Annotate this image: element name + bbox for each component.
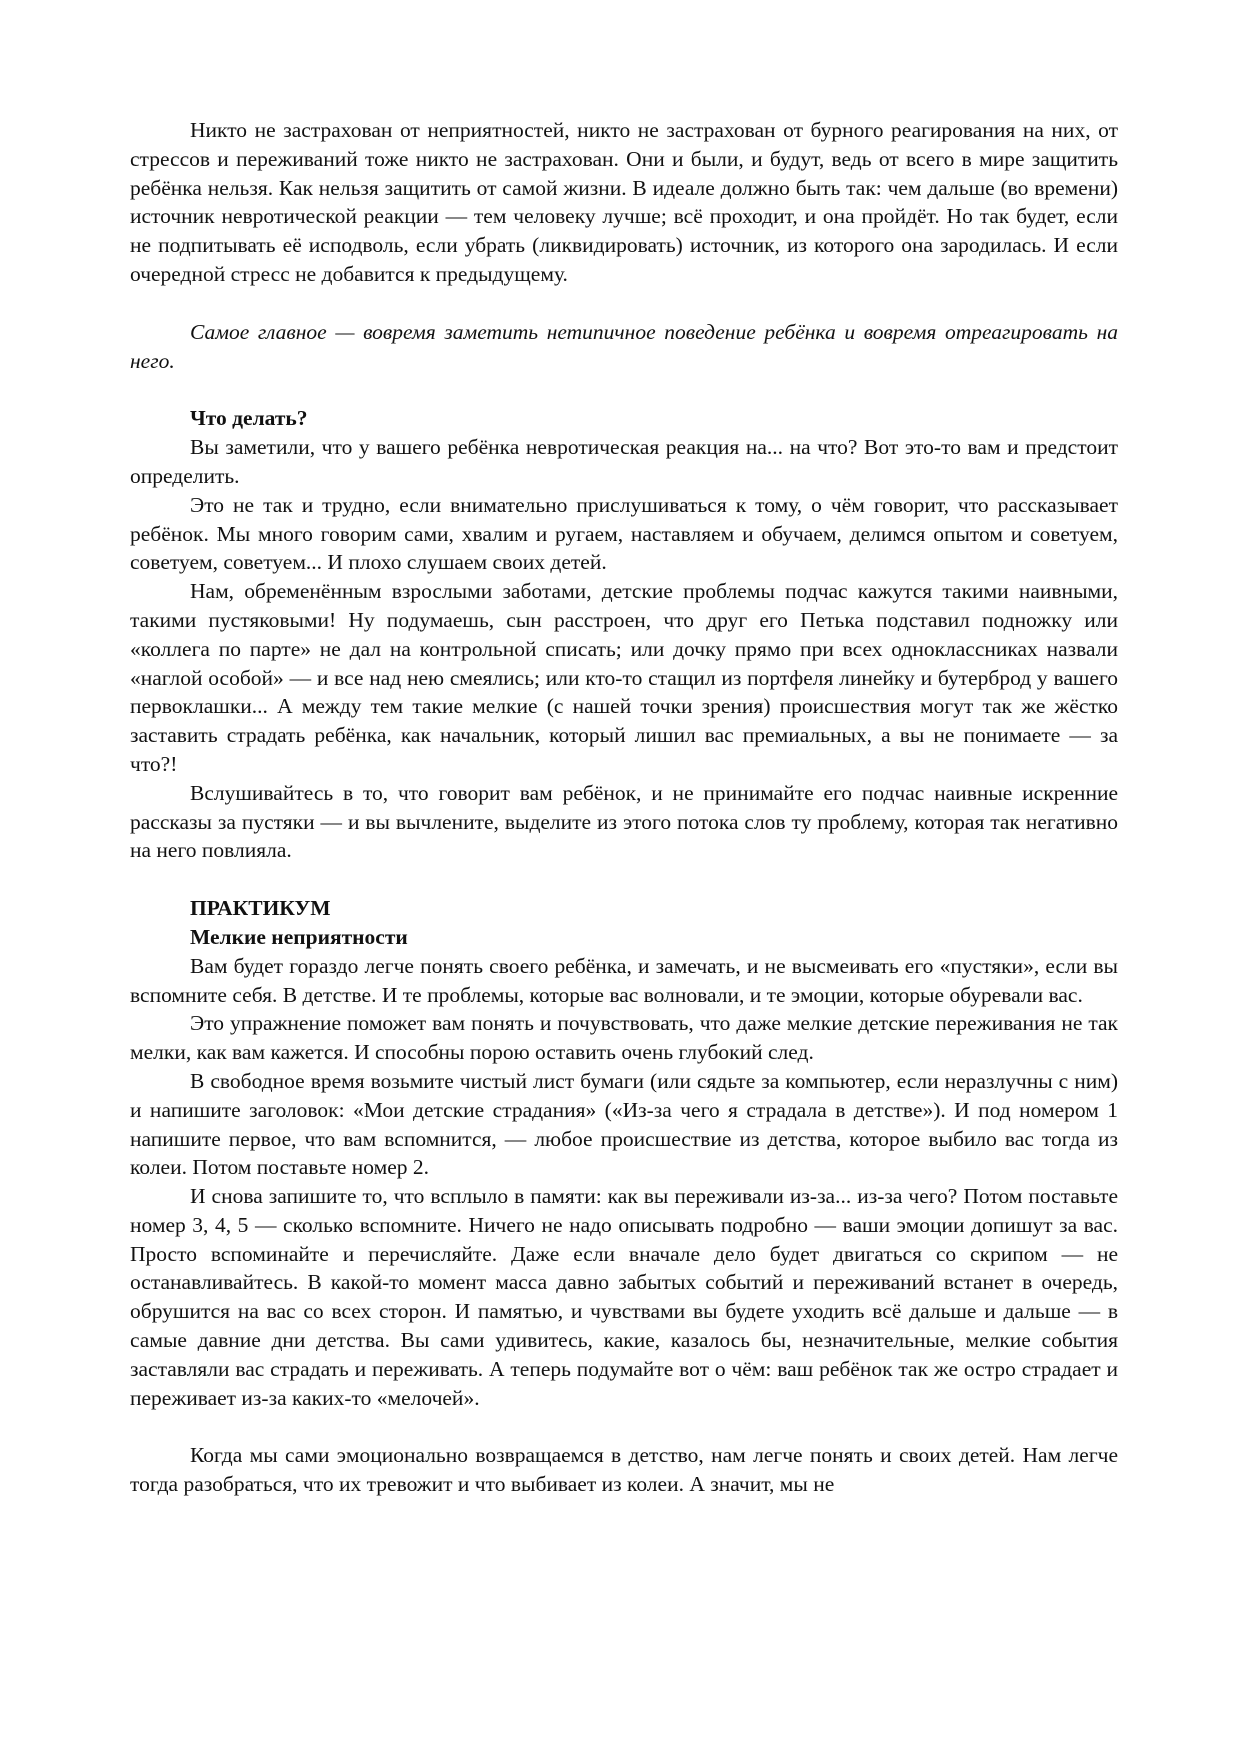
paragraph-noticed: Вы заметили, что у вашего ребёнка невротическая реакция на... на что? Вот это-то вам и предстоит определить. [130,435,1118,488]
paragraph-return-childhood: Когда мы сами эмоционально возвращаемся в детство, нам легче понять и своих детей. Нам легче тогда разобраться, что их тревожит и что выбивает из колеи. А значит, мы не [130,1443,1118,1497]
paragraph-listen: Это не так и трудно, если внимательно прислушиваться к тому, о чём говорит, что рассказывает ребёнок. Мы много говорим сами, хвалим и ругаем, наставляем и обучаем, делимся опытом и советуем, советуем, советуем... И плохо слушаем своих детей. [130,492,1118,575]
heading-practicum: ПРАКТИКУМ [190,896,331,921]
emphasis-paragraph: Самое главное — вовремя заметить нетипичное поведение ребёнка и вовремя отреагировать на него. [130,319,1118,373]
paragraph-adult-cares: Нам, обременённым взрослыми заботами, детские проблемы подчас кажутся такими наивными, такими пустяковыми! Ну подумаешь, сын расстроен, что друг его Петька подставил подножку или «коллега по парте» не дал на контрольной списать; или дочку прямо при всех одноклассниках назвали «наглой особой» — и все над нею смеялись; или кто-то стащил из портфеля линейку и бутерброд у вашего первоклашки... А между тем такие мелкие (с нашей точки зрения) происшествия могут так же жёстко заставить страдать ребёнка, как начальник, который лишил вас премиальных, а вы не понимаете — за что?! [130,579,1118,776]
document-page [130,116,1118,1499]
paragraph-write-again: И снова запишите то, что всплыло в памяти: как вы переживали из-за... из-за чего? Потом поставьте номер 3, 4, 5 — сколько вспомните. Ничего не надо описывать подробно — ваши эмоции допишут за вас. Просто вспоминайте и перечисляйте. Даже если вначале дело будет двигаться со скрипом — не останавливайтесь. В какой-то момент масса давно забытых событий и переживаний встанет в очередь, обрушится на вас со всех сторон. И памятью, и чувствами вы будете уходить всё дальше и дальше — в самые давние дни детства. Вы сами удивитесь, какие, казалось бы, незначительные, мелкие события заставляли вас страдать и переживать. А теперь подумайте вот о чём: ваш ребёнок так же остро страдает и переживает из-за каких-то «мелочей». [130,1184,1118,1410]
paragraph-remember-yourself: Вам будет гораздо легче понять своего ребёнка, и замечать, и не высмеивать его «пустяки», если вы вспомните себя. В детстве. И те проблемы, которые вас волновали, и те эмоции, которые обуревали вас. [130,953,1118,1007]
paragraph-listen-carefully: Вслушивайтесь в то, что говорит вам ребёнок, и не принимайте его подчас наивные искренние рассказы за пустяки — и вы вычлените, выделите из этого потока слов ту проблему, которая так негативно на него повлияла. [130,780,1118,863]
paragraph-free-time: В свободное время возьмите чистый лист бумаги (или сядьте за компьютер, если неразлучны с ним) и напишите заголовок: «Мои детские страдания» («Из-за чего я страдала в детстве»). И под номером 1 напишите первое, что вам вспомнится, — любое происшествие из детства, которое выбило вас тогда из колеи. Потом поставьте номер 2. [130,1068,1118,1180]
heading-small-troubles: Мелкие неприятности [190,924,408,949]
paragraph-exercise: Это упражнение поможет вам понять и почувствовать, что даже мелкие детские переживания не так мелки, как вам кажется. И способны порою оставить очень глубокий след. [130,1011,1118,1065]
heading-what-to-do: Что делать? [190,406,308,431]
paragraph-intro: Никто не застрахован от неприятностей, никто не застрахован от бурного реагирования на них, от стрессов и переживаний тоже никто не застрахован. Они и были, и будут, ведь от всего в мире защитить ребёнка нельзя. Как нельзя защитить от самой жизни. В идеале должно быть так: чем дальше (во времени) источник невротической реакции — тем человеку лучше; всё проходит, и она пройдёт. Но так будет, если не подпитывать её исподволь, если убрать (ликвидировать) источник, из которого она зародилась. И если очередной стресс не добавится к предыдущему. [130,118,1118,286]
